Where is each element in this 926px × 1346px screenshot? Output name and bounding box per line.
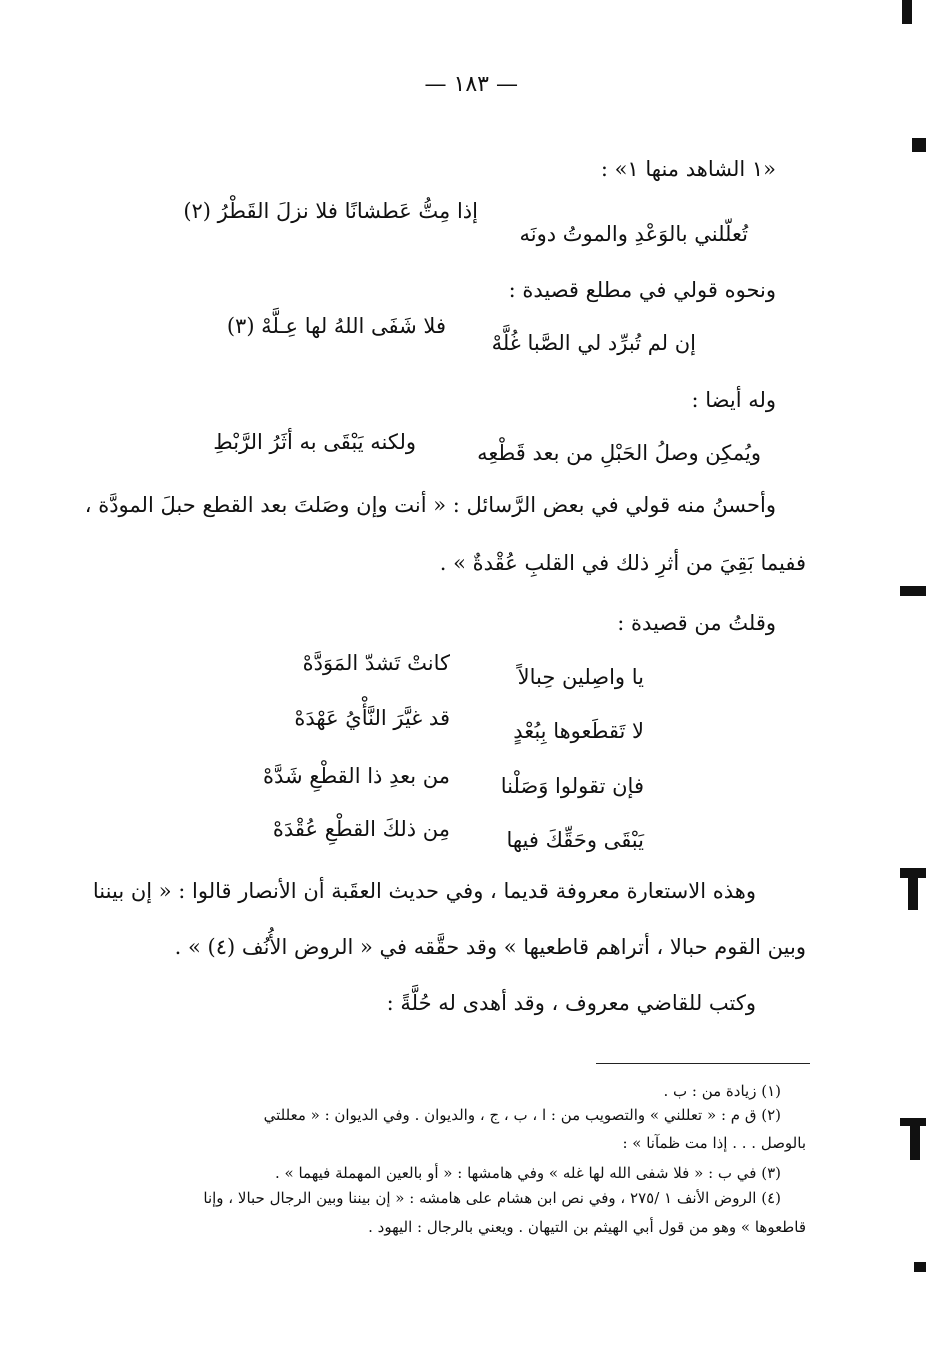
prose3-line: وكتب للقاضي معروف ، وقد أهدى له حُلَّةً :: [386, 991, 756, 1015]
verse1-first-hemistich: تُعلّلني بالوَعْدِ والموتُ دونَه: [519, 222, 748, 246]
intro-line-4: وقلتُ من قصيدة :: [617, 611, 776, 635]
scan-edge-mark: [912, 138, 926, 152]
page-number: — ١٨٣ —: [424, 72, 518, 97]
poem-line-2-a: لا تَقطَعوها بِبُعْدٍ: [513, 719, 644, 743]
footnote-4: (٤) الروض الأنف ١ /٢٧٥ ، وفي نص ابن هشام على هامشه : « إن بيننا وبين الرجال حبالا ، وإنا: [203, 1189, 781, 1207]
prose1-line1: وأحسنُ منه قولي في بعض الرَّسائل : « أنت وإن وصَلتَ بعد القطع حبلَ المودَّة ،: [84, 493, 776, 517]
prose1-line2: ففيما بَقِيَ من أثرِ ذلك في القلبِ عُقْدةٌ » .: [439, 551, 806, 575]
intro-line: «١ الشاهد منها ١» :: [600, 157, 776, 181]
verse2-second-hemistich: فلا شَفَى اللهُ لها عِـلَّهْ (٣): [226, 314, 446, 338]
prose2-line2: وبين القوم حبالا ، أتراهم قاطعيها » وقد حقَّقه في « الروض الأُنُف (٤) » .: [174, 935, 806, 959]
footnote-4-continued: قاطعوها » وهو من قول أبي الهيثم بن التيهان . ويعني بالرجال : اليهود .: [368, 1218, 806, 1236]
scan-edge-mark: [902, 0, 912, 24]
footnote-1: (١) زيادة من : ب .: [663, 1082, 781, 1100]
poem-line-1-a: يا واصِلين حِبالاً: [517, 665, 644, 689]
poem-line-1-b: كانتْ تَشدّ المَوَدَّهْ: [302, 651, 450, 675]
intro-line-3: وله أيضا :: [691, 388, 776, 412]
scan-edge-mark: [914, 1262, 926, 1272]
poem-line-4-b: مِن ذلكَ القطْعِ عُقْدَهْ: [272, 817, 450, 841]
footnote-3: (٣) في ب : « فلا شفى الله لها غله » وفي هامشها : « أو بالعين المهملة فيهما » .: [274, 1164, 781, 1182]
verse3-second-hemistich: ولكنه يَبْقَى به أثَرُ الرَّبْطِ: [213, 430, 416, 454]
footnote-2-continued: بالوصل . . . إذا مت ظمآنا » :: [622, 1134, 806, 1152]
footnote-separator: [596, 1063, 810, 1064]
verse1-second-hemistich: إذا مِتُّ عَطشانًا فلا نزلَ القَطْرُ (٢): [183, 199, 478, 223]
poem-line-2-b: قد غيَّرَ النَّأْيُ عَهْدَهْ: [294, 706, 450, 730]
verse2-first-hemistich: إن لم تُبرِّد لي الصَّبا غُلَّهْ: [491, 331, 696, 355]
poem-line-4-a: يَبْقَى وحَقِّكَ فيها: [506, 828, 644, 852]
prose2-line1: وهذه الاستعارة معروفة قديما ، وفي حديث العقَبة أن الأنصار قالوا : « إن بيننا: [92, 879, 756, 903]
poem-line-3-b: من بعدِ ذا القطْعِ شَدَّهْ: [262, 764, 450, 788]
scan-edge-mark: [910, 1118, 920, 1160]
verse3-first-hemistich: ويُمكِن وصلُ الحَبْلِ من بعد قَطْعِه: [477, 441, 761, 465]
footnote-2: (٢) ق م : « تعللني » والتصويب من : ا ، ب ، ج ، والديوان . وفي الديوان : « معللتي: [263, 1106, 781, 1124]
scan-edge-mark: [908, 868, 918, 910]
poem-line-3-a: فإن تقولوا وَصَلْنا: [500, 774, 644, 798]
intro-line-2: ونحوه قولي في مطلع قصيدة :: [508, 278, 776, 302]
scan-edge-mark: [900, 586, 926, 596]
